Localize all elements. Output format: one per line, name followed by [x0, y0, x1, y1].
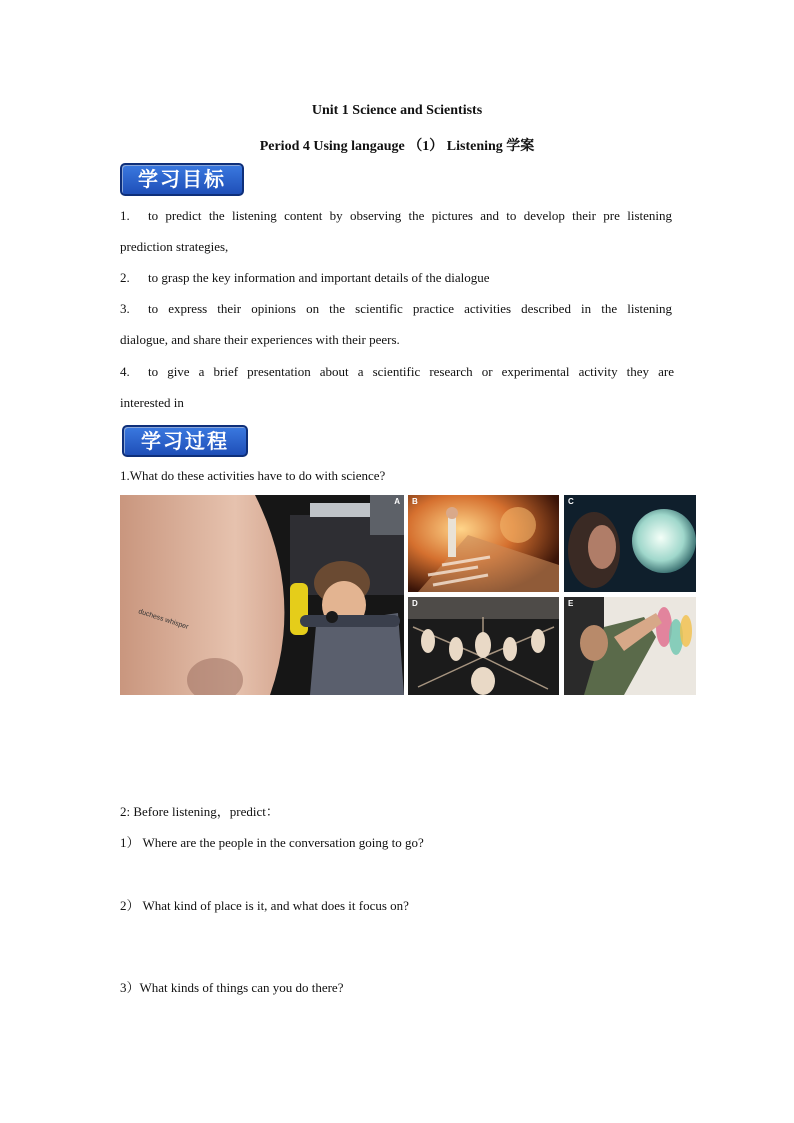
document-title: Unit 1 Science and Scientists — [311, 103, 483, 118]
photo-e-image — [564, 597, 696, 695]
photo-d-label: D — [412, 599, 418, 608]
objective-2-line1: to grasp the key information and important details of the dialogue — [148, 270, 490, 285]
objective-1-line2: prediction strategies, — [120, 239, 229, 254]
objective-2-number: 2. — [120, 270, 130, 285]
photo-d-image — [408, 597, 559, 695]
objective-3-line2: dialogue, and share their experiences with their peers. — [120, 332, 400, 347]
photo-a-caption: duchess whisper — [137, 608, 190, 632]
photo-c-image — [564, 495, 696, 592]
objective-4-number: 4. — [120, 364, 130, 379]
sub-question-3: 3）What kinds of things can you do there? — [120, 980, 344, 995]
objective-1 — [120, 208, 674, 224]
photo-e — [564, 597, 696, 695]
objective-1-number: 1. — [120, 208, 130, 223]
photo-c — [564, 495, 696, 592]
objective-1-line1: to predict the listening content by observing the pictures and to develop their pre listening — [148, 208, 672, 223]
photo-c-label: C — [568, 497, 574, 506]
objectives-badge: 学习目标 — [120, 163, 244, 196]
objective-2 — [120, 270, 674, 286]
photo-b-label: B — [412, 497, 418, 506]
photo-b-image — [408, 495, 559, 592]
objective-3 — [120, 301, 674, 317]
question-1: 1.What do these activities have to do with science? — [120, 468, 386, 483]
objective-4-line1: to give a brief presentation about a scientific research or experimental activity they are — [148, 364, 674, 379]
question-2: 2: Before listening，predict： — [120, 804, 279, 819]
photo-b — [408, 495, 559, 592]
sub-question-2: 2） What kind of place is it, and what does it focus on? — [120, 898, 409, 913]
objective-3-line1: to express their opinions on the scientific practice activities described in the listening — [148, 301, 672, 316]
sub-question-1: 1） Where are the people in the conversation going to go? — [120, 835, 424, 850]
process-badge: 学习过程 — [122, 425, 248, 457]
activities-photo-collage — [120, 495, 696, 695]
photo-a — [120, 495, 404, 695]
objective-3-number: 3. — [120, 301, 130, 316]
objective-4 — [120, 364, 674, 380]
objective-4-line2: interested in — [120, 395, 184, 410]
photo-e-label: E — [568, 599, 574, 608]
photo-d — [408, 597, 559, 695]
document-subtitle: Period 4 Using langauge （1） Listening 学案 — [259, 139, 535, 154]
photo-a-label: A — [394, 497, 400, 506]
photo-a-image — [120, 495, 404, 695]
